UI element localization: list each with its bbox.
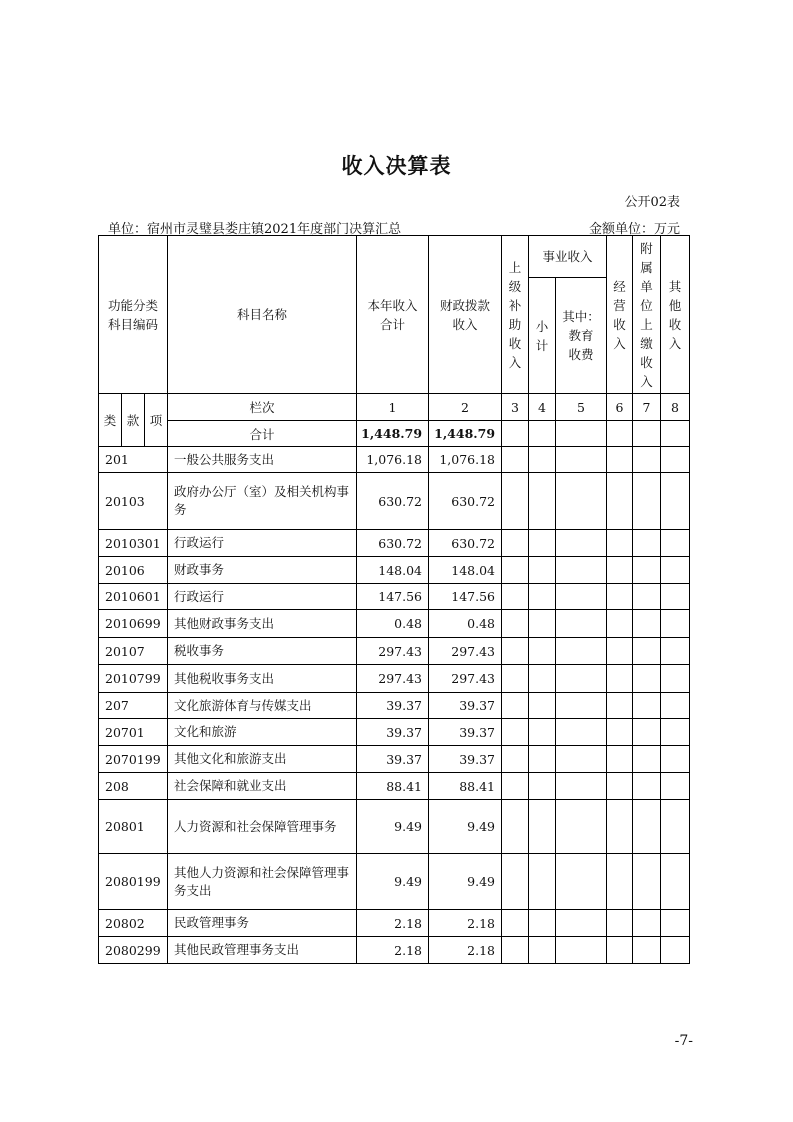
row-col1: 297.43 <box>357 638 429 665</box>
index-5: 5 <box>556 394 607 421</box>
empty-cell <box>607 773 633 800</box>
empty-cell <box>529 910 556 937</box>
row-col1: 2.18 <box>357 937 429 964</box>
empty-cell <box>661 693 690 719</box>
table-row <box>99 800 690 854</box>
header-col7: 附 属 单 位 上 缴 收 入 <box>633 236 661 394</box>
page-number: -7- <box>674 1033 693 1049</box>
empty-cell <box>607 638 633 665</box>
row-col1: 9.49 <box>357 854 429 910</box>
empty-cell <box>556 910 607 937</box>
empty-cell <box>607 937 633 964</box>
row-col1: 630.72 <box>357 473 429 530</box>
row-name: 其他民政管理事务支出 <box>168 937 357 964</box>
empty-cell <box>529 854 556 910</box>
empty-cell <box>661 665 690 693</box>
row-code: 20802 <box>99 910 168 937</box>
empty-cell <box>556 719 607 746</box>
empty-cell <box>661 854 690 910</box>
row-code: 20103 <box>99 473 168 530</box>
empty-cell <box>661 773 690 800</box>
row-name: 人力资源和社会保障管理事务 <box>168 800 357 854</box>
header-shiye: 事业收入 <box>529 236 607 278</box>
total-label: 合计 <box>168 421 357 447</box>
row-code: 20701 <box>99 719 168 746</box>
empty-cell <box>502 610 529 638</box>
empty-cell <box>633 473 661 530</box>
table-row <box>99 693 690 719</box>
empty-cell <box>633 719 661 746</box>
row-name: 其他财政事务支出 <box>168 610 357 638</box>
empty-cell <box>502 719 529 746</box>
empty-cell <box>502 773 529 800</box>
row-code: 208 <box>99 773 168 800</box>
row-col1: 39.37 <box>357 693 429 719</box>
empty-cell <box>633 610 661 638</box>
header-col4: 小 计 <box>529 278 556 394</box>
index-1: 1 <box>357 394 429 421</box>
empty-cell <box>556 638 607 665</box>
empty-cell <box>633 937 661 964</box>
row-col1: 147.56 <box>357 584 429 610</box>
empty-cell <box>502 910 529 937</box>
empty-cell <box>529 937 556 964</box>
row-name: 其他文化和旅游支出 <box>168 746 357 773</box>
empty-cell <box>529 584 556 610</box>
row-name: 文化旅游体育与传媒支出 <box>168 693 357 719</box>
empty-cell <box>607 530 633 557</box>
index-2: 2 <box>429 394 502 421</box>
empty-cell <box>502 665 529 693</box>
header-subject-name: 科目名称 <box>168 236 357 394</box>
empty-cell <box>556 530 607 557</box>
empty-cell <box>529 693 556 719</box>
empty-cell <box>556 473 607 530</box>
empty-cell <box>661 800 690 854</box>
table-row <box>99 557 690 584</box>
header-function-code: 功能分类 科目编码 <box>99 236 168 394</box>
row-col2: 297.43 <box>429 665 502 693</box>
index-4: 4 <box>529 394 556 421</box>
row-name: 其他人力资源和社会保障管理事务支出 <box>168 854 357 910</box>
empty-cell <box>502 584 529 610</box>
empty-cell <box>556 693 607 719</box>
row-code: 2010301 <box>99 530 168 557</box>
row-code: 2080199 <box>99 854 168 910</box>
header-xiang: 项 <box>145 394 168 447</box>
empty-cell <box>633 910 661 937</box>
empty-cell <box>633 773 661 800</box>
empty-cell <box>502 447 529 473</box>
form-number: 公开02表 <box>624 195 680 210</box>
empty-cell <box>529 773 556 800</box>
empty-cell <box>607 584 633 610</box>
empty-cell <box>502 937 529 964</box>
table-row <box>99 638 690 665</box>
row-col2: 630.72 <box>429 530 502 557</box>
empty-cell <box>661 746 690 773</box>
row-code: 20106 <box>99 557 168 584</box>
row-name: 其他税收事务支出 <box>168 665 357 693</box>
empty-cell <box>556 800 607 854</box>
empty-cell <box>502 530 529 557</box>
index-6: 6 <box>607 394 633 421</box>
row-col1: 148.04 <box>357 557 429 584</box>
empty-cell <box>529 746 556 773</box>
row-col1: 0.48 <box>357 610 429 638</box>
row-code: 2080299 <box>99 937 168 964</box>
amount-unit: 金额单位：万元 <box>588 222 680 237</box>
row-name: 政府办公厅（室）及相关机构事务 <box>168 473 357 530</box>
page-title: 收入决算表 <box>341 154 452 178</box>
header-col8: 其 他 收 入 <box>661 236 690 394</box>
row-col2: 1,076.18 <box>429 447 502 473</box>
empty-cell <box>633 638 661 665</box>
table-row <box>99 719 690 746</box>
empty-cell <box>607 610 633 638</box>
empty-cell <box>607 693 633 719</box>
empty-cell <box>556 584 607 610</box>
header-lanci: 栏次 <box>168 394 357 421</box>
empty-cell <box>633 584 661 610</box>
empty-cell <box>661 584 690 610</box>
empty-cell <box>633 665 661 693</box>
empty-cell <box>633 800 661 854</box>
empty-cell <box>661 910 690 937</box>
header-col6: 经 营 收 入 <box>607 236 633 394</box>
row-col2: 39.37 <box>429 719 502 746</box>
row-col2: 2.18 <box>429 910 502 937</box>
empty-cell <box>661 719 690 746</box>
row-name: 文化和旅游 <box>168 719 357 746</box>
row-col1: 1,076.18 <box>357 447 429 473</box>
empty-cell <box>633 854 661 910</box>
empty-cell <box>556 854 607 910</box>
empty-cell <box>607 854 633 910</box>
empty-cell <box>529 530 556 557</box>
empty-cell <box>661 937 690 964</box>
header-kuan: 款 <box>122 394 145 447</box>
row-name: 社会保障和就业支出 <box>168 773 357 800</box>
total-col2: 1,448.79 <box>429 421 502 447</box>
row-col2: 88.41 <box>429 773 502 800</box>
empty-cell <box>607 910 633 937</box>
empty-cell <box>633 557 661 584</box>
row-col1: 39.37 <box>357 719 429 746</box>
income-table <box>98 235 690 964</box>
row-name: 一般公共服务支出 <box>168 447 357 473</box>
empty-cell <box>556 773 607 800</box>
empty-cell <box>556 937 607 964</box>
row-col2: 0.48 <box>429 610 502 638</box>
empty-cell <box>556 665 607 693</box>
row-col1: 88.41 <box>357 773 429 800</box>
header-col3: 上 级 补 助 收 入 <box>502 236 529 394</box>
row-col1: 9.49 <box>357 800 429 854</box>
empty-cell <box>502 746 529 773</box>
index-7: 7 <box>633 394 661 421</box>
table-row <box>99 746 690 773</box>
table-row <box>99 584 690 610</box>
row-code: 2010601 <box>99 584 168 610</box>
empty-cell <box>502 800 529 854</box>
header-col2: 财政拨款 收入 <box>429 236 502 394</box>
table-row <box>99 665 690 693</box>
empty-cell <box>607 473 633 530</box>
reporting-unit: 单位：宿州市灵璧县娄庄镇2021年度部门决算汇总 <box>108 222 402 237</box>
empty-cell <box>633 447 661 473</box>
total-col1: 1,448.79 <box>357 421 429 447</box>
empty-cell <box>529 610 556 638</box>
table-row <box>99 854 690 910</box>
empty-cell <box>607 800 633 854</box>
empty-cell <box>529 665 556 693</box>
row-col1: 630.72 <box>357 530 429 557</box>
empty-cell <box>633 530 661 557</box>
row-col2: 39.37 <box>429 746 502 773</box>
empty-cell <box>529 473 556 530</box>
row-code: 207 <box>99 693 168 719</box>
row-col2: 39.37 <box>429 693 502 719</box>
empty-cell <box>661 610 690 638</box>
empty-cell <box>502 557 529 584</box>
table-row <box>99 773 690 800</box>
row-code: 201 <box>99 447 168 473</box>
table-row <box>99 910 690 937</box>
empty-cell <box>556 447 607 473</box>
header-lei: 类 <box>99 394 122 447</box>
empty-cell <box>502 854 529 910</box>
empty-cell <box>529 557 556 584</box>
row-col2: 9.49 <box>429 800 502 854</box>
row-col1: 2.18 <box>357 910 429 937</box>
row-col1: 297.43 <box>357 665 429 693</box>
table-row <box>99 447 690 473</box>
row-code: 20801 <box>99 800 168 854</box>
row-col2: 148.04 <box>429 557 502 584</box>
empty-cell <box>661 638 690 665</box>
empty-cell <box>556 746 607 773</box>
table-row <box>99 473 690 530</box>
empty-cell <box>502 638 529 665</box>
empty-cell <box>607 746 633 773</box>
empty-cell <box>661 447 690 473</box>
row-name: 行政运行 <box>168 530 357 557</box>
table-row <box>99 530 690 557</box>
row-name: 税收事务 <box>168 638 357 665</box>
empty-cell <box>607 557 633 584</box>
table-row <box>99 610 690 638</box>
header-col5: 其中： 教育 收费 <box>556 278 607 394</box>
empty-cell <box>607 719 633 746</box>
empty-cell <box>529 800 556 854</box>
row-name: 财政事务 <box>168 557 357 584</box>
row-code: 2070199 <box>99 746 168 773</box>
empty-cell <box>556 610 607 638</box>
empty-cell <box>502 693 529 719</box>
empty-cell <box>607 447 633 473</box>
empty-cell <box>556 557 607 584</box>
row-name: 行政运行 <box>168 584 357 610</box>
row-name: 民政管理事务 <box>168 910 357 937</box>
row-code: 2010799 <box>99 665 168 693</box>
index-8: 8 <box>661 394 690 421</box>
table-row <box>99 937 690 964</box>
table-body <box>99 447 690 964</box>
row-col1: 39.37 <box>357 746 429 773</box>
empty-cell <box>529 638 556 665</box>
empty-cell <box>502 473 529 530</box>
row-col2: 630.72 <box>429 473 502 530</box>
empty-cell <box>661 557 690 584</box>
row-col2: 9.49 <box>429 854 502 910</box>
empty-cell <box>529 719 556 746</box>
empty-cell <box>661 473 690 530</box>
row-col2: 2.18 <box>429 937 502 964</box>
row-col2: 147.56 <box>429 584 502 610</box>
empty-cell <box>633 746 661 773</box>
header-col1: 本年收入 合计 <box>357 236 429 394</box>
row-col2: 297.43 <box>429 638 502 665</box>
empty-cell <box>529 447 556 473</box>
index-3: 3 <box>502 394 529 421</box>
empty-cell <box>661 530 690 557</box>
empty-cell <box>607 665 633 693</box>
row-code: 2010699 <box>99 610 168 638</box>
empty-cell <box>633 693 661 719</box>
row-code: 20107 <box>99 638 168 665</box>
